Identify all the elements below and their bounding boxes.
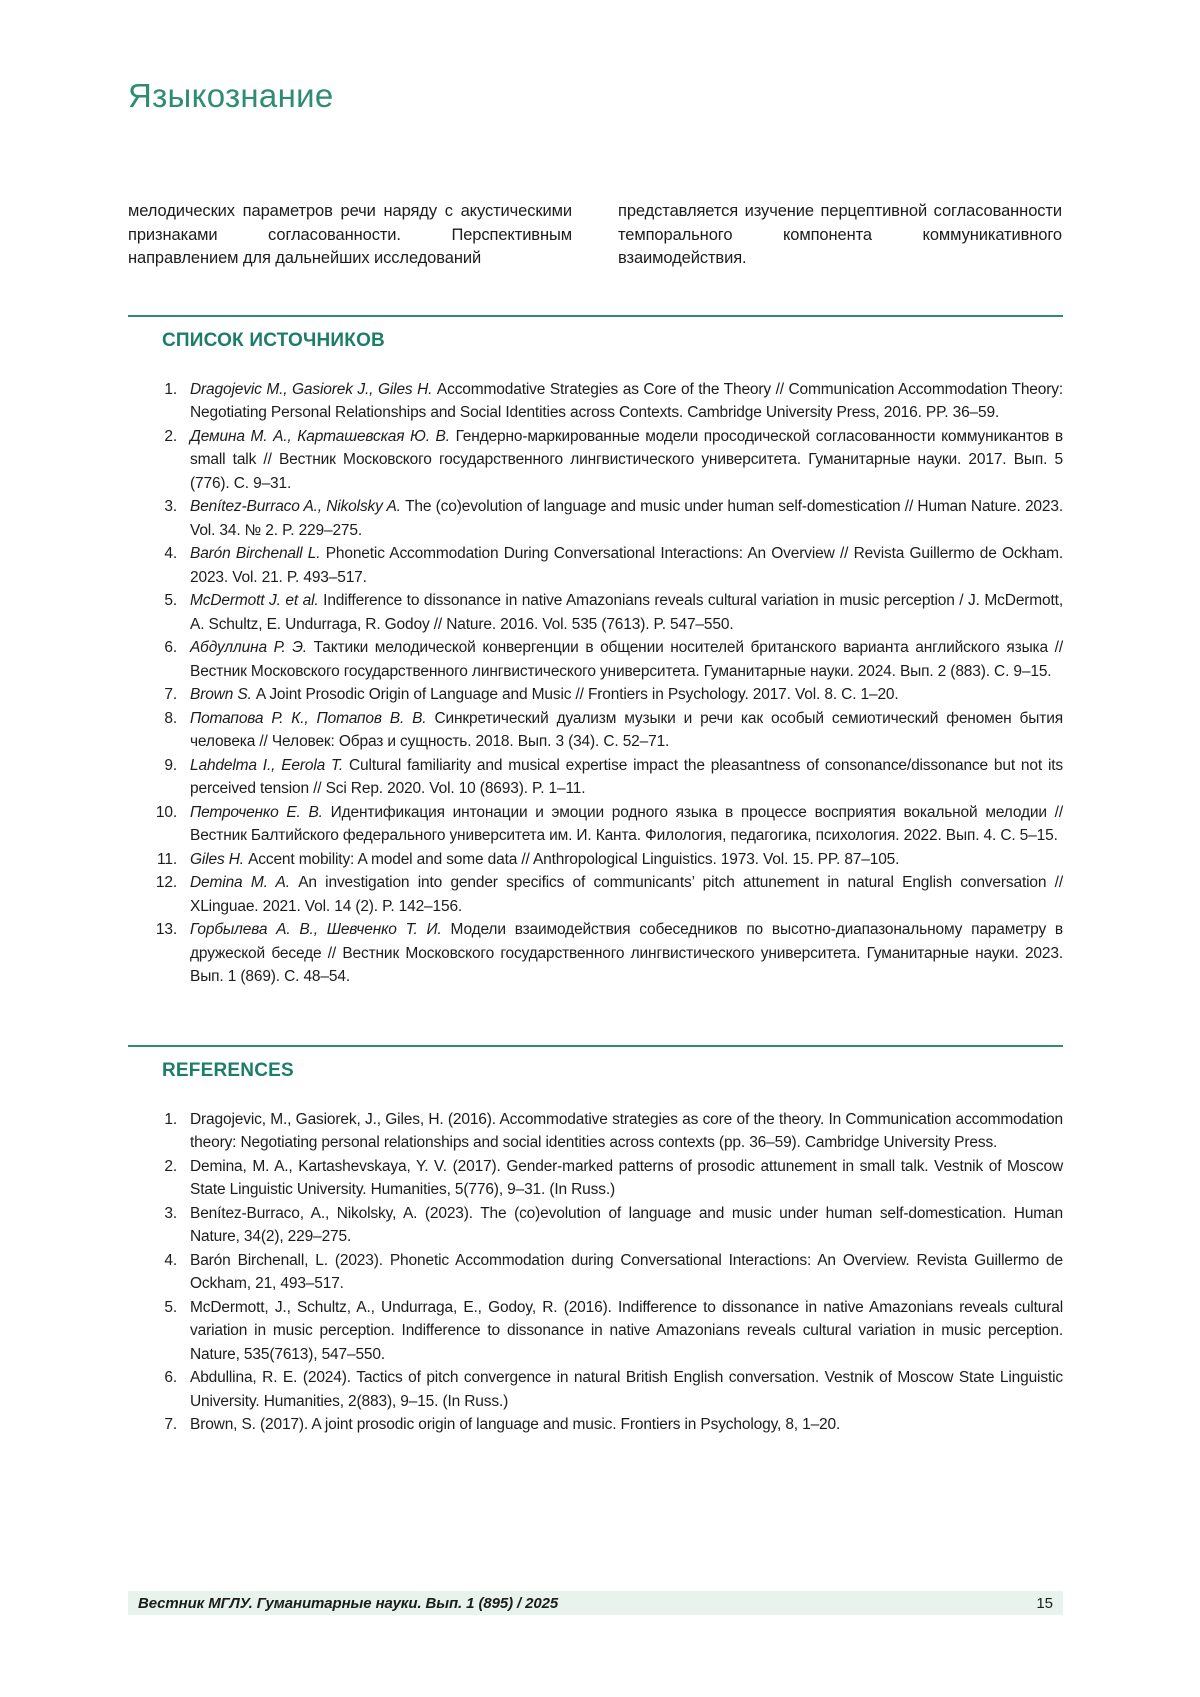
item-text: Тактики мелодической конвергенции в общении носителей британского варианта английского языка // Вестник Московского государственного лингвистического университета. Гуманитарные науки. 2024. Вып. 2 (883). С. 9–15. <box>190 639 1063 680</box>
reference-item <box>128 425 1063 496</box>
item-text: Phonetic Accommodation During Conversational Interactions: An Overview // Revista Guillermo de Ockham. 2023. Vol. 21. P. 493–517. <box>190 545 1063 586</box>
item-authors: Абдуллина Р. Э. <box>190 639 314 656</box>
item-text: Dragojevic, M., Gasiorek, J., Giles, H. (2016). Accommodative strategies as core of the theory. In Communication accommodation theory: Negotiating personal relationships and social identities across contexts (pp. 36–59). Cambridge University Press. <box>190 1110 1063 1151</box>
item-text: Indifference to dissonance in native Amazonians reveals cultural variation in music perception / J. McDermott, A. Schultz, E. Undurraga, R. Godoy // Nature. 2016. Vol. 535 (7613). P. 547–550. <box>190 592 1063 633</box>
item-number: 11. <box>157 850 177 868</box>
item-text: Benítez-Burraco, A., Nikolsky, A. (2023). The (co)evolution of language and music under human self-domestication. Human Nature, 34(2), 229–275. <box>190 1204 1063 1245</box>
item-authors: Brown S. <box>190 686 256 703</box>
item-number: 7. <box>164 1416 177 1433</box>
item-authors: Barón Birchenall L. <box>190 545 326 562</box>
item-authors: Dragojevic M., Gasiorek J., Giles H. <box>190 380 437 398</box>
reference-item <box>128 378 1063 425</box>
reference-item <box>128 918 1063 989</box>
item-number: 8. <box>164 709 177 727</box>
reference-item <box>128 683 1063 707</box>
item-text: Accent mobility: A model and some data // Anthropological Linguistics. 1973. Vol. 15. PP. 87–105. <box>248 850 900 868</box>
item-authors: Benítez-Burraco A., Nikolsky A. <box>190 498 406 515</box>
item-authors: Lahdelma I., Eerola T. <box>190 756 350 774</box>
reference-item <box>128 542 1063 589</box>
reference-item <box>128 1296 1063 1367</box>
item-text: Accommodative Strategies as Core of the Theory // Communication Accommodation Theory: Negotiating Personal Relationships and Social Identities across Contexts. Cambridge University Press, 2016. PP. 36–59. <box>190 380 1063 421</box>
item-authors: Демина М. А., Карташевская Ю. В. <box>190 427 456 445</box>
item-number: 3. <box>164 1204 177 1222</box>
item-text: Идентификация интонации и эмоции родного языка в процессе восприятия вокальной мелодии // Вестник Балтийского федерального университета им. И. Канта. Филология, педагогика, психология. 2022. Вып. 4. С. 5–15. <box>190 803 1063 844</box>
item-number: 2. <box>164 1157 177 1175</box>
item-text: McDermott, J., Schultz, A., Undurraga, E., Godoy, R. (2016). Indifference to dissonance in native Amazonians reveals cultural variation in music perception. Indifference to dissonance in native Amazonians reveals cultural variation in music perception. Nature, 535(7613), 547–550. <box>190 1298 1063 1363</box>
item-text: Гендерно-маркированные модели просодической согласованности коммуникантов в small talk // Вестник Московского государственного лингвистического университета. Гуманитарные науки. 2017. Вып. 5 (776). С. 9–31. <box>190 427 1063 492</box>
intro-right-column: представляется изучение перцептивной согласованности темпорального компонента коммуникативного взаимодействия. <box>618 202 1062 267</box>
reference-item <box>128 1366 1063 1413</box>
item-text: Brown, S. (2017). A joint prosodic origin of language and music. Frontiers in Psychology, 8, 1–20. <box>190 1416 841 1433</box>
sources-list <box>128 378 1063 989</box>
item-number: 5. <box>164 1298 177 1316</box>
reference-item <box>128 848 1063 872</box>
reference-item <box>128 1155 1063 1202</box>
reference-item <box>128 1202 1063 1249</box>
reference-item <box>128 1249 1063 1296</box>
references-section <box>128 1045 1063 1437</box>
item-text: An investigation into gender specifics of communicants’ pitch attunement in natural English conversation // XLinguae. 2021. Vol. 14 (2). P. 142–156. <box>190 874 1063 915</box>
item-authors: Demina M. A. <box>190 874 299 891</box>
item-text: A Joint Prosodic Origin of Language and Music // Frontiers in Psychology. 2017. Vol. 8. C. 1–20. <box>255 686 899 703</box>
reference-item <box>128 754 1063 801</box>
item-text: The (co)evolution of language and music under human self-domestication // Human Nature. 2023. Vol. 34. № 2. P. 229–275. <box>190 498 1064 539</box>
item-text: Abdullina, R. E. (2024). Tactics of pitch convergence in natural British English conversation. Vestnik of Moscow State Linguistic University. Humanities, 2(883), 9–15. (In Russ.) <box>190 1369 1063 1410</box>
section-divider <box>128 315 1063 317</box>
item-number: 6. <box>164 639 177 656</box>
sources-section <box>128 315 1063 989</box>
sources-heading: СПИСОК ИСТОЧНИКОВ <box>162 329 385 351</box>
item-number: 10. <box>155 803 177 821</box>
item-number: 9. <box>164 756 177 774</box>
reference-item <box>128 871 1063 918</box>
item-authors: Потапова Р. К., Потапов В. В. <box>190 709 435 727</box>
item-number: 1. <box>164 1110 177 1128</box>
page-content <box>128 0 1063 1437</box>
reference-item <box>128 801 1063 848</box>
journal-info: Вестник МГЛУ. Гуманитарные науки. Вып. 1 (895) / 2025 <box>138 1594 559 1612</box>
item-number: 2. <box>164 427 177 445</box>
item-number: 6. <box>164 1369 177 1386</box>
item-text: Модели взаимодействия собеседников по высотно-диапазональному параметру в дружеской беседе // Вестник Московского государственного лингвистического университета. Гуманитарные науки. 2023. Вып. 1 (869). С. 48–54. <box>190 921 1063 985</box>
reference-item <box>128 636 1063 683</box>
item-text: Синкретический дуализм музыки и речи как особый семиотический феномен бытия человека // Человек: Образ и сущность. 2018. Вып. 3 (34). С. 52–71. <box>190 709 1063 750</box>
item-text: Cultural familiarity and musical expertise impact the pleasantness of consonance/dissonance but not its perceived tension // Sci Rep. 2020. Vol. 10 (8693). P. 1–11. <box>190 756 1063 797</box>
item-number: 4. <box>164 1251 177 1269</box>
page-footer <box>128 1591 1063 1615</box>
reference-item <box>128 495 1063 542</box>
rubric-title: Языкознание <box>128 77 334 114</box>
references-heading: REFERENCES <box>162 1059 294 1081</box>
item-number: 1. <box>164 380 177 398</box>
reference-item <box>128 589 1063 636</box>
item-number: 7. <box>164 686 177 703</box>
item-authors: Петроченко Е. В. <box>190 803 331 821</box>
item-number: 5. <box>164 592 177 609</box>
item-authors: McDermott J. et al. <box>190 592 324 609</box>
item-number: 4. <box>164 545 177 562</box>
item-authors: Giles H. <box>190 850 249 868</box>
reference-item <box>128 1108 1063 1155</box>
reference-item <box>128 707 1063 754</box>
item-number: 3. <box>164 498 177 515</box>
reference-item <box>128 1413 1063 1437</box>
item-number: 13. <box>155 921 177 938</box>
item-text: Demina, M. A., Kartashevskaya, Y. V. (2017). Gender-marked patterns of prosodic attunement in small talk. Vestnik of Moscow State Linguistic University. Humanities, 5(776), 9–31. (In Russ.) <box>190 1157 1063 1198</box>
intro-left-column: мелодических параметров речи наряду с акустическими признаками согласованности. Перспективным направлением для дальнейших исследований <box>128 202 572 267</box>
page-number: 15 <box>1036 1594 1053 1612</box>
article-closing-paragraph <box>128 200 1063 271</box>
section-divider <box>128 1045 1063 1047</box>
references-list <box>128 1108 1063 1437</box>
item-text: Barón Birchenall, L. (2023). Phonetic Accommodation during Conversational Interactions: An Overview. Revista Guillermo de Ockham, 21, 493–517. <box>190 1251 1063 1292</box>
item-authors: Горбылева А. В., Шевченко Т. И. <box>190 921 451 938</box>
item-number: 12. <box>155 874 177 891</box>
